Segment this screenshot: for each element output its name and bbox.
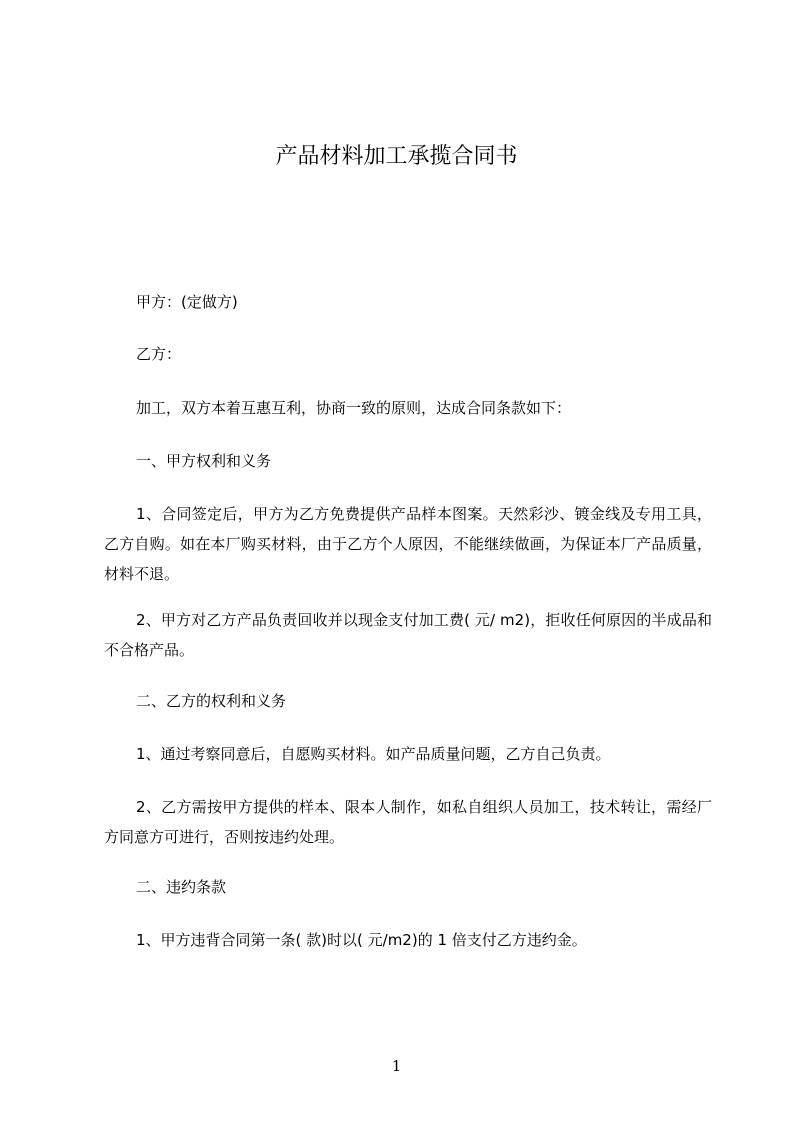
page-number: 1 — [391, 1057, 402, 1075]
page-title: 产品材料加工承揽合同书 — [275, 144, 518, 169]
clause-3-1: 1、甲方违背合同第一条( 款)时以( 元/m2)的 1 倍支付乙方违约金。 — [136, 931, 587, 949]
clause-1-1: 1、合同签定后，甲方为乙方免费提供产品样本图案。天然彩沙、镀金线及专用工具，乙方自购。如在本厂购买材料，由于乙方个人原因，不能继续做画，为保证本厂产品质量，材料不退。 — [104, 505, 712, 583]
section-heading-party-a-rights: 一、甲方权利和义务 — [136, 452, 272, 470]
clause-2-2: 2、乙方需按甲方提供的样本、限本人制作，如私自组织人员加工，技术转让，需经厂方同意方可进行，否则按违约处理。 — [104, 798, 712, 846]
party-b-line: 乙方： — [136, 345, 182, 363]
section-heading-breach-terms: 二、违约条款 — [136, 878, 227, 896]
party-a-line: 甲方：(定做方) — [136, 293, 238, 311]
section-heading-party-b-rights: 二、乙方的权利和义务 — [136, 692, 287, 710]
clause-1-2: 2、甲方对乙方产品负责回收并以现金支付加工费( 元/ m2)，拒收任何原因的半成品和不合格产品。 — [104, 611, 712, 659]
intro-paragraph: 加工，双方本着互惠互利，协商一致的原则，达成合同条款如下： — [136, 399, 572, 417]
clause-2-1: 1、通过考察同意后，自愿购买材料。如产品质量问题，乙方自己负责。 — [136, 745, 611, 763]
